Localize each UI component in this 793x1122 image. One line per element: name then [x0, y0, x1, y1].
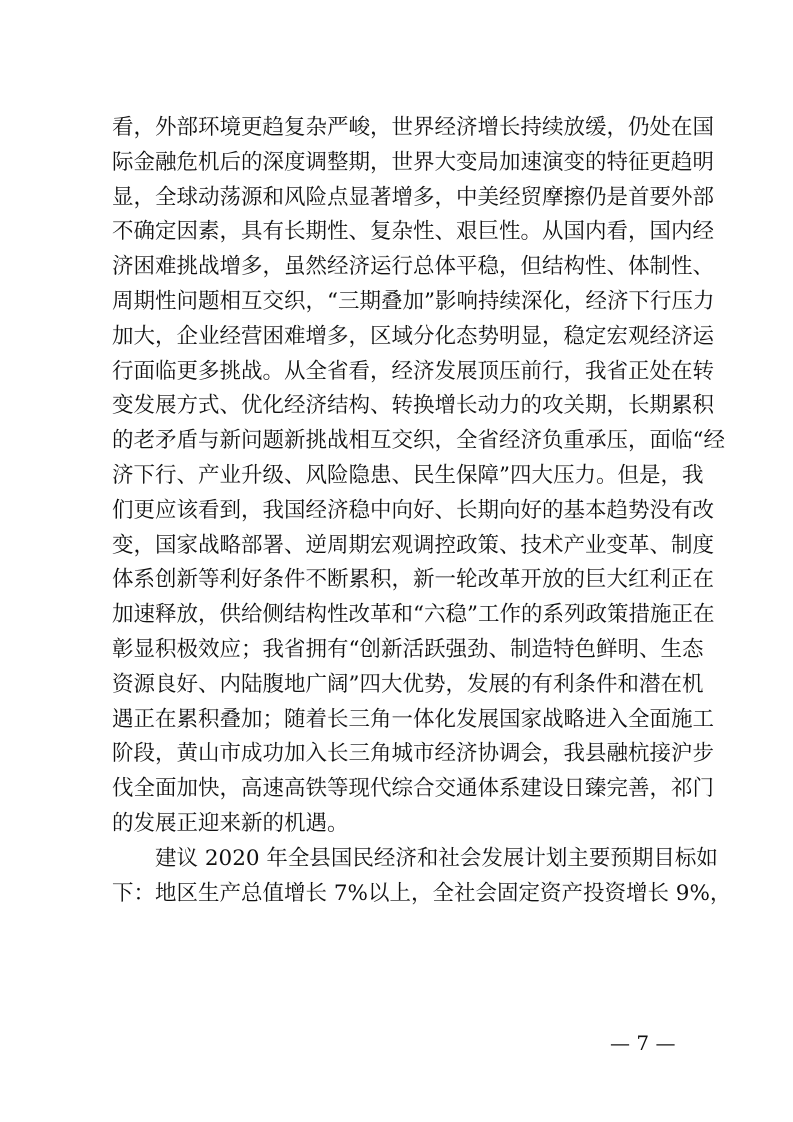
paragraph-targets [112, 842, 732, 912]
text-line: 济困难挑战增多，虽然经济运行总体平稳，但结构性、体制性、 [112, 254, 715, 280]
text-line: 彰显积极效应；我省拥有“创新活跃强劲、制造特色鲜明、生态 [112, 636, 704, 662]
text-line: 加大，企业经营困难增多，区域分化态势明显，稳定宏观经济运 [112, 323, 715, 349]
text-line: 建议 2020 年全县国民经济和社会发展计划主要预期目标如 [155, 845, 718, 871]
text-line: 资源良好、内陆腹地广阔”四大优势，发展的有利条件和潜在机 [112, 671, 704, 697]
text-line: 看，外部环境更趋复杂严峻，世界经济增长持续放缓，仍处在国 [112, 115, 715, 140]
text-line: 变，国家战略部署、逆周期宏观调控政策、技术产业变革、制度 [112, 532, 715, 558]
text-line: 的发展正迎来新的机遇。 [112, 810, 349, 836]
text-line: 显，全球动荡源和风险点显著增多，中美经贸摩擦仍是首要外部 [112, 184, 715, 210]
text-line: 伐全面加快，高速高铁等现代综合交通体系建设日臻完善，祁门 [112, 776, 715, 802]
text-line: 遇正在累积叠加；随着长三角一体化发展国家战略进入全面施工 [112, 706, 715, 732]
text-line: 不确定因素，具有长期性、复杂性、艰巨性。从国内看，国内经 [112, 219, 715, 245]
paragraph-context [112, 111, 725, 842]
text-line: 变发展方式、优化经济结构、转换增长动力的攻关期，长期累积 [112, 393, 715, 419]
text-line: 下：地区生产总值增长 7%以上，全社会固定资产投资增长 9%， [112, 880, 732, 906]
text-line: 阶段，黄山市成功加入长三角城市经济协调会，我县融杭接沪步 [112, 741, 715, 767]
text-line: 们更应该看到，我国经济稳中向好、长期向好的基本趋势没有改 [112, 497, 715, 523]
text-line: 周期性问题相互交织，“三期叠加”影响持续深化，经济下行压力 [112, 288, 715, 314]
text-line: 济下行、产业升级、风险隐患、民生保障”四大压力。但是，我 [112, 462, 704, 488]
text-line: 的老矛盾与新问题新挑战相互交织，全省经济负重承压，面临“经 [112, 428, 725, 454]
page-number: — 7 — [610, 1031, 676, 1055]
text-line: 行面临更多挑战。从全省看，经济发展顶压前行，我省正处在转 [112, 358, 715, 384]
document-body [112, 111, 732, 911]
text-line: 加速释放，供给侧结构性改革和“六稳”工作的系列政策措施正在 [112, 602, 715, 628]
text-line: 际金融危机后的深度调整期，世界大变局加速演变的特征更趋明 [112, 149, 715, 175]
text-line: 体系创新等利好条件不断累积，新一轮改革开放的巨大红利正在 [112, 567, 715, 593]
